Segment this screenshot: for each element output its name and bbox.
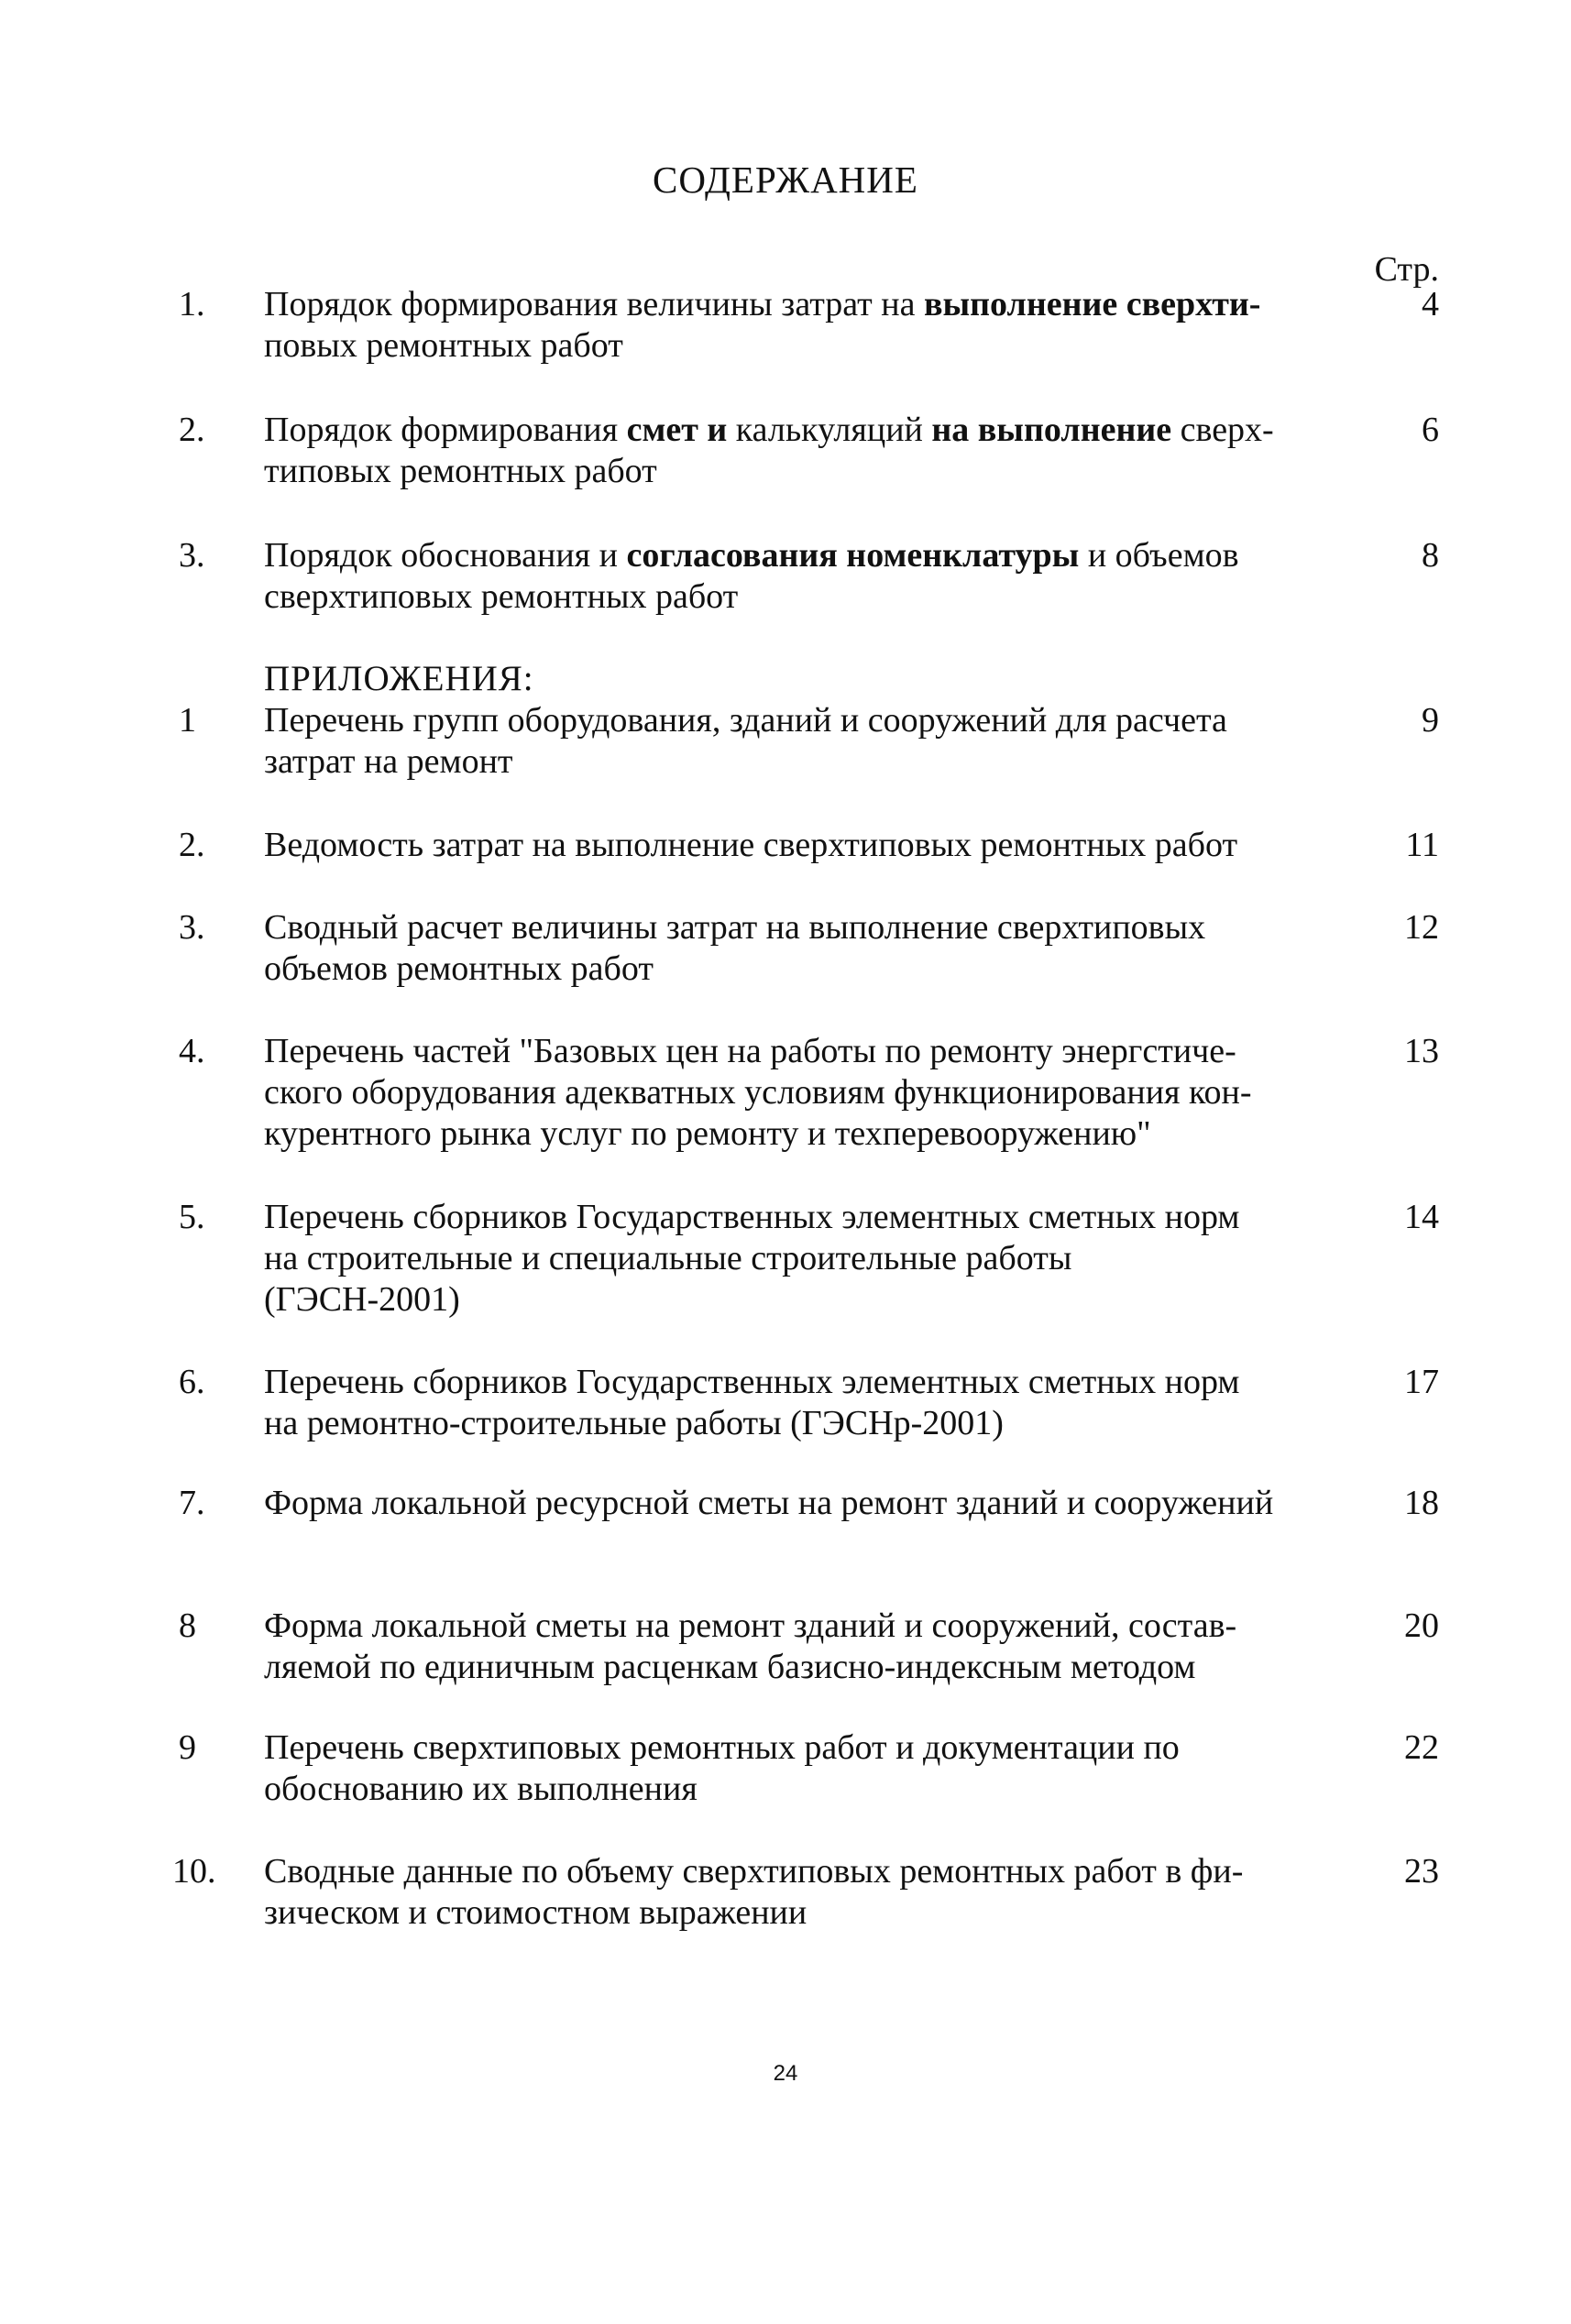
entry-page: 8 [1422, 536, 1439, 575]
entry-page: 13 [1404, 1032, 1439, 1070]
footer-page-number: 24 [773, 2061, 798, 2086]
entry-page: 17 [1404, 1363, 1439, 1401]
page-column-header: Стр. [1374, 250, 1439, 289]
entry-text: Форма локальной сметы на ремонт зданий и сооружений, состав- ляемой по единичным расценкам базисно-индексным методом [264, 1606, 1237, 1686]
entry-page: 23 [1404, 1852, 1439, 1891]
entry-number: 3. [179, 908, 205, 947]
entry-number: 1. [179, 285, 205, 323]
entry-text: Порядок обоснования и согласования номенклатуры и объемов сверхтиповых ремонтных работ [264, 536, 1239, 616]
page-title: СОДЕРЖАНИЕ [653, 159, 918, 201]
entry-page: 20 [1404, 1606, 1439, 1645]
entry-number: 8 [179, 1606, 196, 1645]
entry-text: Форма локальной ресурсной сметы на ремонт зданий и сооружений [264, 1484, 1274, 1522]
entry-number: 9 [179, 1728, 196, 1767]
entry-text: Перечень групп оборудования, зданий и сооружений для расчета затрат на ремонт [264, 701, 1227, 781]
entry-number: 3. [179, 536, 205, 575]
entry-text: Ведомость затрат на выполнение сверхтиповых ремонтных работ [264, 826, 1238, 864]
entry-text: Порядок формирования смет и калькуляций на выполнение сверх- типовых ремонтных работ [264, 411, 1274, 490]
entry-text: Перечень сверхтиповых ремонтных работ и документации по обоснованию их выполнения [264, 1728, 1180, 1808]
entry-page: 18 [1404, 1484, 1439, 1522]
entry-page: 11 [1405, 826, 1439, 864]
entry-number: 5. [179, 1198, 205, 1236]
entry-text: Перечень сборников Государственных элементных сметных норм на ремонтно-строительные работы (ГЭСНр-2001) [264, 1363, 1240, 1442]
entry-number: 2. [179, 826, 205, 864]
entry-page: 14 [1404, 1198, 1439, 1236]
entry-page: 9 [1422, 701, 1439, 740]
entry-page: 4 [1422, 285, 1439, 323]
entry-page: 12 [1404, 908, 1439, 947]
entry-number: 2. [179, 411, 205, 449]
entry-number: 4. [179, 1032, 205, 1070]
entry-text: Порядок формирования величины затрат на выполнение сверхти- повых ремонтных работ [264, 285, 1261, 365]
entry-number: 10. [172, 1852, 216, 1891]
entry-text: Перечень сборников Государственных элементных сметных норм на строительные и специальные строительные работы (ГЭСН-2001) [264, 1198, 1240, 1319]
entry-text: Сводные данные по объему сверхтиповых ремонтных работ в фи- зическом и стоимостном выражении [264, 1852, 1244, 1932]
entry-page: 6 [1422, 411, 1439, 449]
appendices-heading: ПРИЛОЖЕНИЯ: [264, 659, 534, 698]
entry-page: 22 [1404, 1728, 1439, 1767]
entry-text: Сводный расчет величины затрат на выполнение сверхтиповых объемов ремонтных работ [264, 908, 1206, 988]
entry-text: Перечень частей "Базовых цен на работы по ремонту энергстиче- ского оборудования адекватных условиям функционирования кон- курентного рынка услуг по ремонту и техперевооружению" [264, 1032, 1252, 1153]
entry-number: 6. [179, 1363, 205, 1401]
entry-number: 1 [179, 701, 196, 740]
entry-number: 7. [179, 1484, 205, 1522]
